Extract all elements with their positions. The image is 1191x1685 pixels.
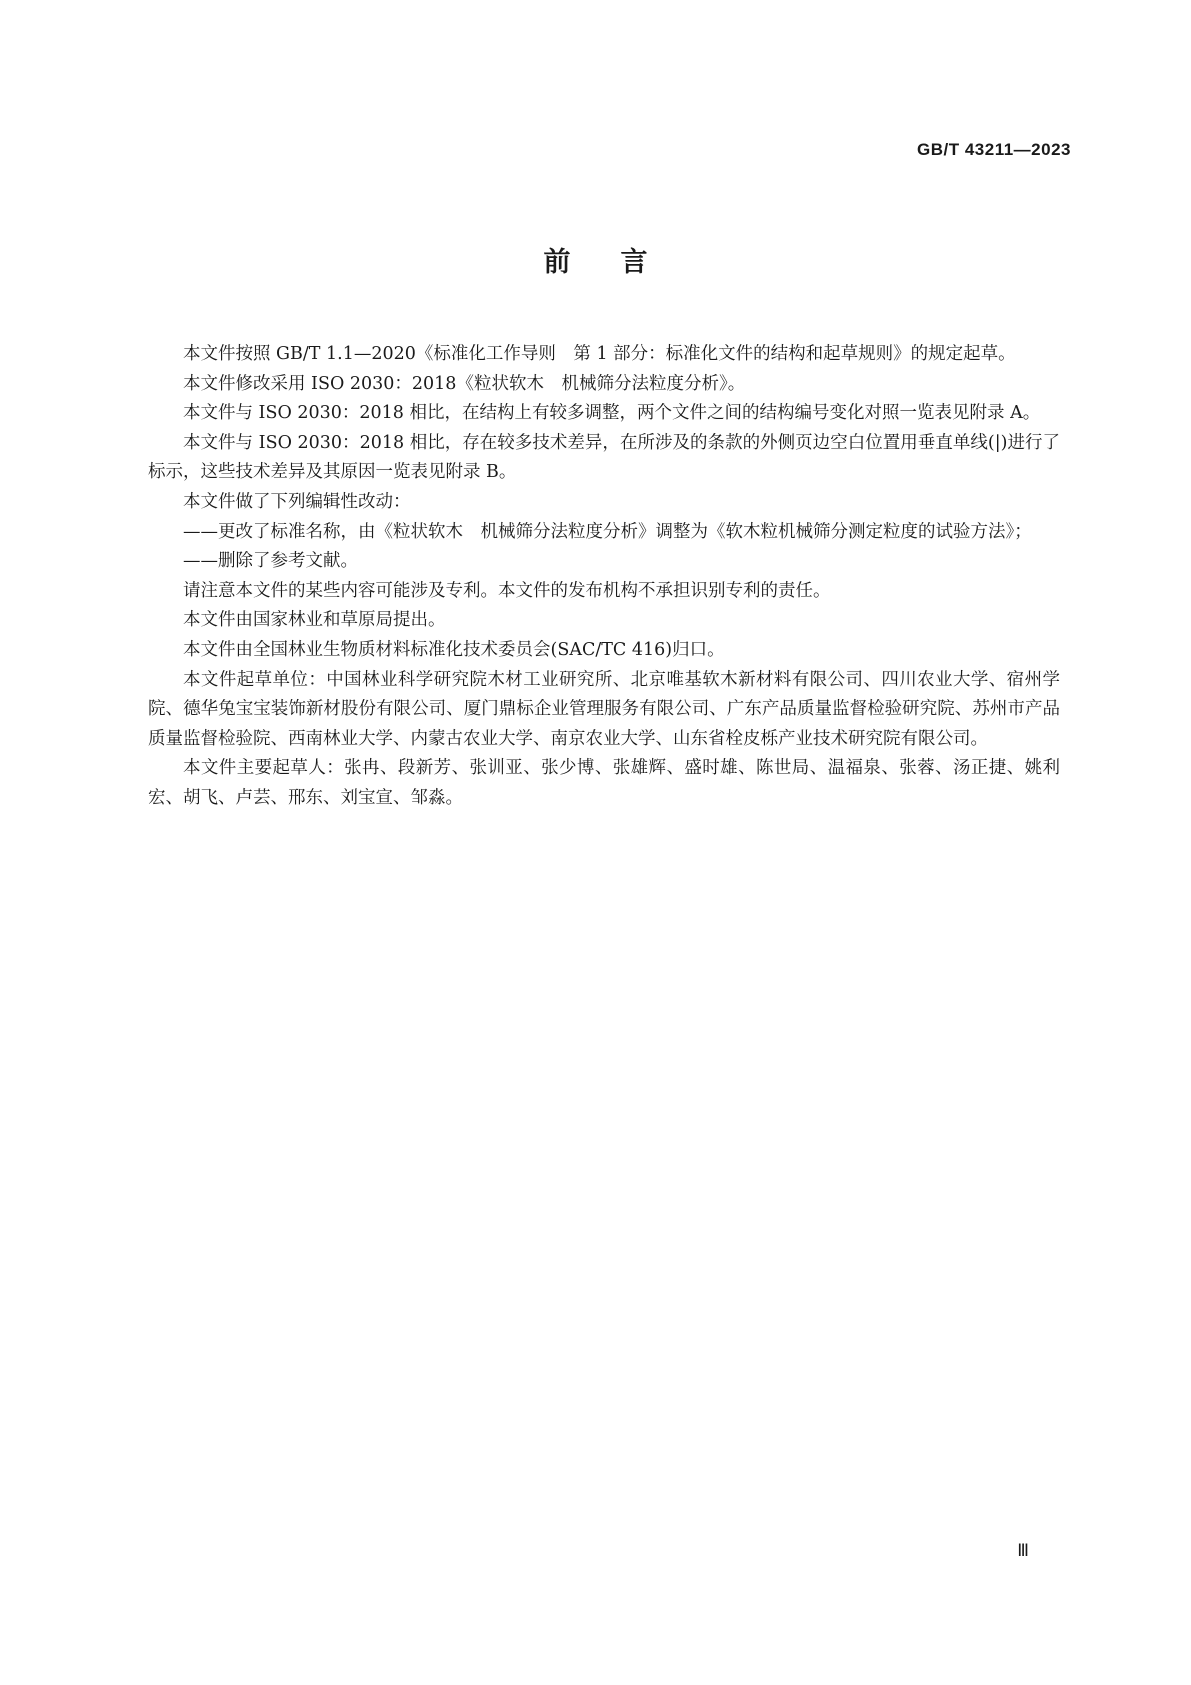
paragraph-structure-changes: 本文件与 ISO 2030：2018 相比，在结构上有较多调整，两个文件之间的结构编号变化对照一览表见附录 A。 — [183, 403, 1041, 424]
list-item-text: 删除了参考文献。 — [218, 551, 358, 572]
list-item — [148, 518, 1060, 548]
paragraph-drafters: 本文件主要起草人：张冉、段新芳、张训亚、张少博、张雄辉、盛时雄、陈世局、温福泉、张蓉、汤正捷、姚利宏、胡飞、卢芸、邢东、刘宝宣、邹淼。 — [148, 758, 1060, 808]
page-title: 前言 — [543, 247, 698, 278]
list-item — [148, 547, 1060, 577]
paragraph-proposer: 本文件由国家林业和草原局提出。 — [183, 610, 446, 631]
paragraph-editorial-intro: 本文件做了下列编辑性改动： — [183, 491, 411, 512]
document-body — [148, 340, 1060, 814]
list-item-text: 更改了标准名称，由《粒状软木 机械筛分法粒度分析》调整为《软木粒机械筛分测定粒度的试验方法》； — [218, 521, 1032, 542]
paragraph-committee: 本文件由全国林业生物质材料标准化技术委员会(SAC/TC 416)归口。 — [183, 639, 725, 660]
standard-code-header: GB/T 43211—2023 — [917, 140, 1071, 159]
paragraph-drafting-units: 本文件起草单位：中国林业科学研究院木材工业研究所、北京唯基软木新材料有限公司、四川农业大学、宿州学院、德华兔宝宝装饰新材股份有限公司、厦门鼎标企业管理服务有限公司、广东产品质量监督检验研究院、苏州市产品质量监督检验院、西南林业大学、内蒙古农业大学、南京农业大学、山东省栓皮栎产业技术研究院有限公司。 — [148, 669, 1060, 749]
page-number: Ⅲ — [1017, 1541, 1029, 1560]
paragraph-drafting-rules: 本文件按照 GB/T 1.1—2020《标准化工作导则 第 1 部分：标准化文件的结构和起草规则》的规定起草。 — [183, 344, 1016, 364]
dash-marker: —— — [183, 551, 218, 572]
dash-marker: —— — [183, 521, 218, 542]
paragraph-patent-notice: 请注意本文件的某些内容可能涉及专利。本文件的发布机构不承担识别专利的责任。 — [183, 580, 831, 601]
paragraph-technical-differences: 本文件与 ISO 2030：2018 相比，存在较多技术差异，在所涉及的条款的外侧页边空白位置用垂直单线(|)进行了标示，这些技术差异及其原因一览表见附录 B。 — [148, 432, 1060, 483]
paragraph-iso-adoption: 本文件修改采用 ISO 2030：2018《粒状软木 机械筛分法粒度分析》。 — [183, 373, 746, 394]
editorial-changes-list — [148, 518, 1060, 577]
